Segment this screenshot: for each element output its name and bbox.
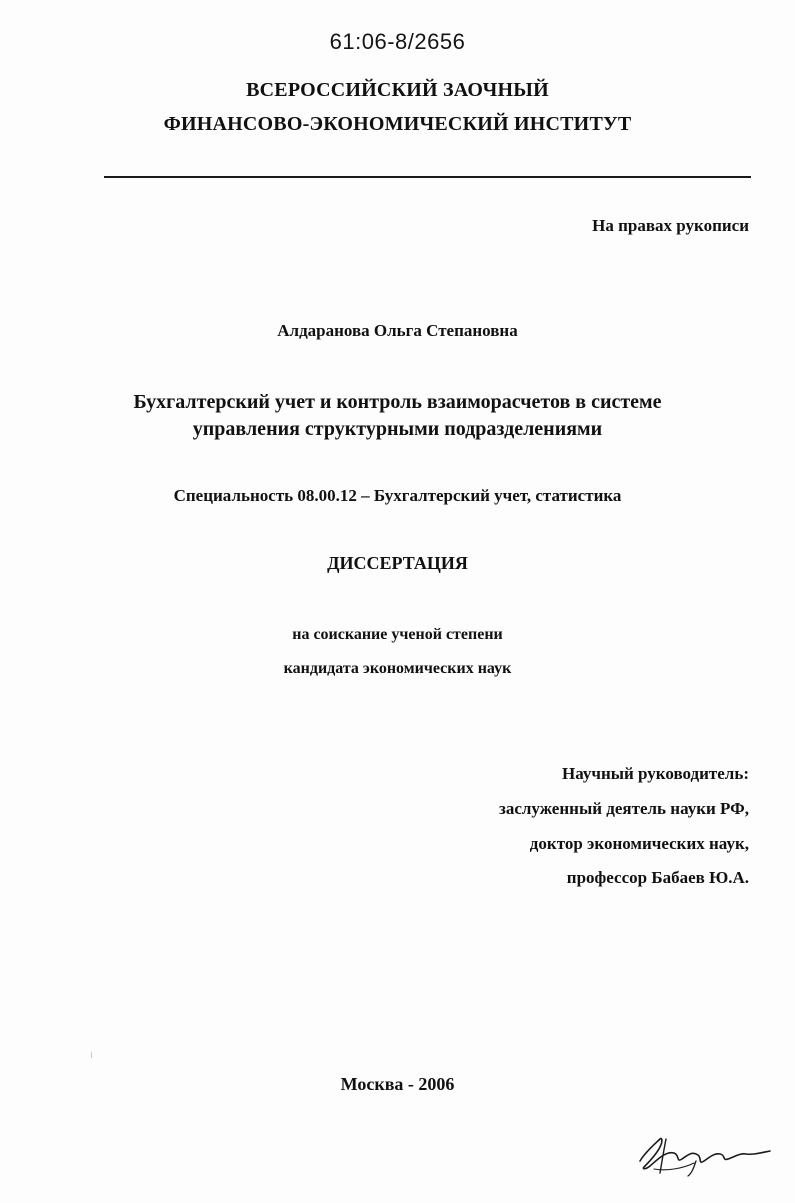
scan-speck <box>91 1052 92 1058</box>
handwritten-signature-icon <box>636 1133 776 1178</box>
supervisor-title-line-2: доктор экономических наук, <box>529 834 749 853</box>
catalog-number: 61:06-8/2656 <box>329 29 466 54</box>
specialty-line: Специальность 08.00.12 – Бухгалтерский учет, статистика <box>173 486 622 505</box>
manuscript-rights-note: На правах рукописи <box>592 216 749 235</box>
header-divider <box>104 176 751 178</box>
author-name: Алдаранова Ольга Степановна <box>277 321 518 340</box>
supervisor-title-line-1: заслуженный деятель науки РФ, <box>499 799 749 818</box>
degree-line-1: на соискание ученой степени <box>292 626 503 643</box>
document-type: ДИССЕРТАЦИЯ <box>327 553 468 573</box>
supervisor-heading: Научный руководитель: <box>562 764 749 783</box>
institute-name-line-2: ФИНАНСОВО-ЭКОНОМИЧЕСКИЙ ИНСТИТУТ <box>163 113 632 135</box>
institute-name-line-1: ВСЕРОССИЙСКИЙ ЗАОЧНЫЙ <box>246 79 549 101</box>
supervisor-name: профессор Бабаев Ю.А. <box>566 868 749 887</box>
dissertation-title-line-2: управления структурными подразделениями <box>192 418 603 440</box>
degree-line-2: кандидата экономических наук <box>283 660 512 677</box>
dissertation-title-line-1: Бухгалтерский учет и контроль взаиморасчетов в системе <box>133 391 662 413</box>
city-and-year: Москва - 2006 <box>340 1074 455 1094</box>
